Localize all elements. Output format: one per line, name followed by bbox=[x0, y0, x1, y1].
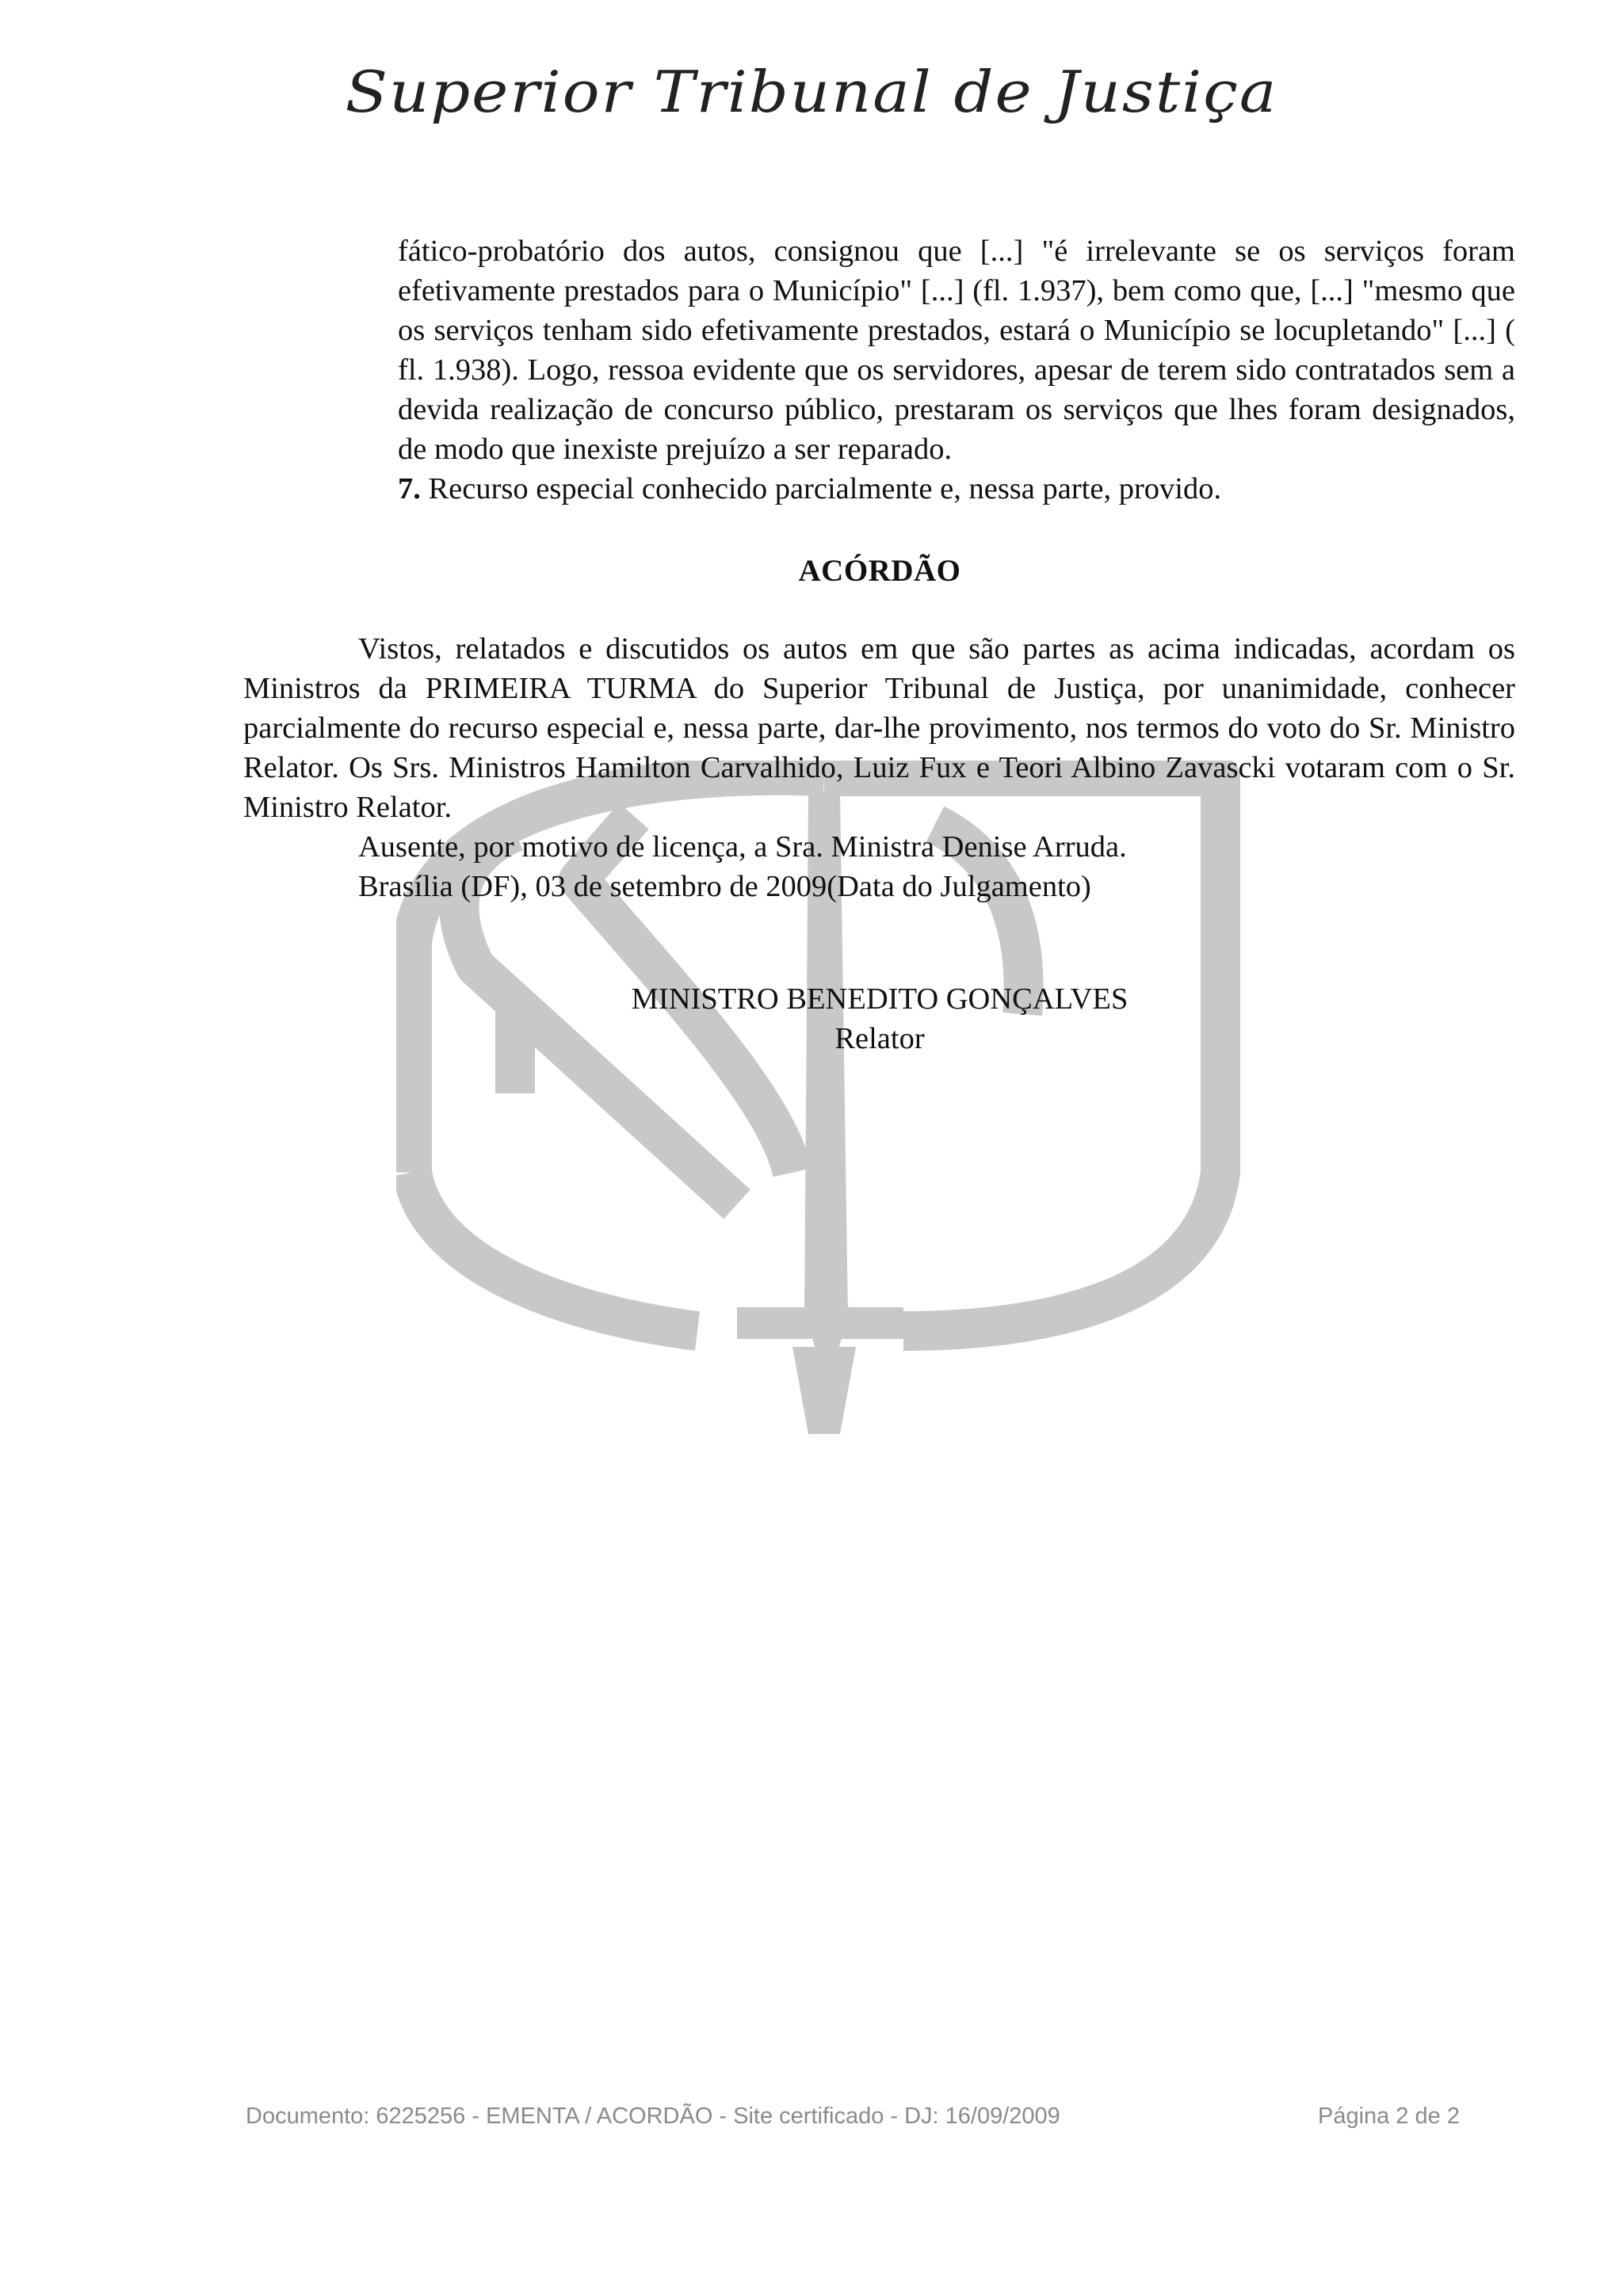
acordao-title: ACÓRDÃO bbox=[798, 554, 961, 588]
signature-name: MINISTRO BENEDITO GONÇALVES bbox=[631, 982, 1128, 1016]
footer-page-number: Página 2 de 2 bbox=[1318, 2103, 1460, 2129]
acordao-body bbox=[243, 629, 1515, 827]
ementa-section bbox=[398, 231, 1515, 509]
footer-document-info: Documento: 6225256 - EMENTA / ACORDÃO - Site certificado - DJ: 16/09/2009 bbox=[246, 2103, 1060, 2129]
court-logo-text: Superior Tribunal de Justiça bbox=[345, 59, 1278, 126]
item-number: 7. bbox=[398, 472, 421, 505]
absence-note: Ausente, por motivo de licença, a Sra. Ministra Denise Arruda. bbox=[358, 830, 1127, 864]
ementa-continuation: fático-probatório dos autos, consignou que [...] "é irrelevante se os serviços foram efetivamente prestados para o Município" [...] (fl. 1.937), bem como que, [...] "mesmo que os serviços tenham sido efetivamente prestados, estará o Município se locupletando" [...] ( fl. 1.938). Logo, ressoa evidente que os servidores, apesar de terem sido contratados sem a devida realização de concurso público, prestaram os serviços que lhes foram designados, de modo que inexiste prejuízo a ser reparado. bbox=[398, 235, 1515, 466]
judgment-date: Brasília (DF), 03 de setembro de 2009(Data do Julgamento) bbox=[358, 870, 1091, 903]
item-text: Recurso especial conhecido parcialmente e, nessa parte, provido. bbox=[420, 472, 1222, 505]
ementa-item-7 bbox=[398, 469, 1515, 509]
acordao-text: Vistos, relatados e discutidos os autos em que são partes as acima indicadas, acordam os Ministros da PRIMEIRA TURMA do Superior Tribunal de Justiça, por unanimidade, conhecer parcialmente do recurso especial e, nessa parte, dar-lhe provimento, nos termos do voto do Sr. Ministro Relator. Os Srs. Ministros Hamilton Carvalhido, Luiz Fux e Teori Albino Zavascki votaram com o Sr. Ministro Relator. bbox=[243, 632, 1515, 824]
signature-role: Relator bbox=[834, 1022, 925, 1055]
